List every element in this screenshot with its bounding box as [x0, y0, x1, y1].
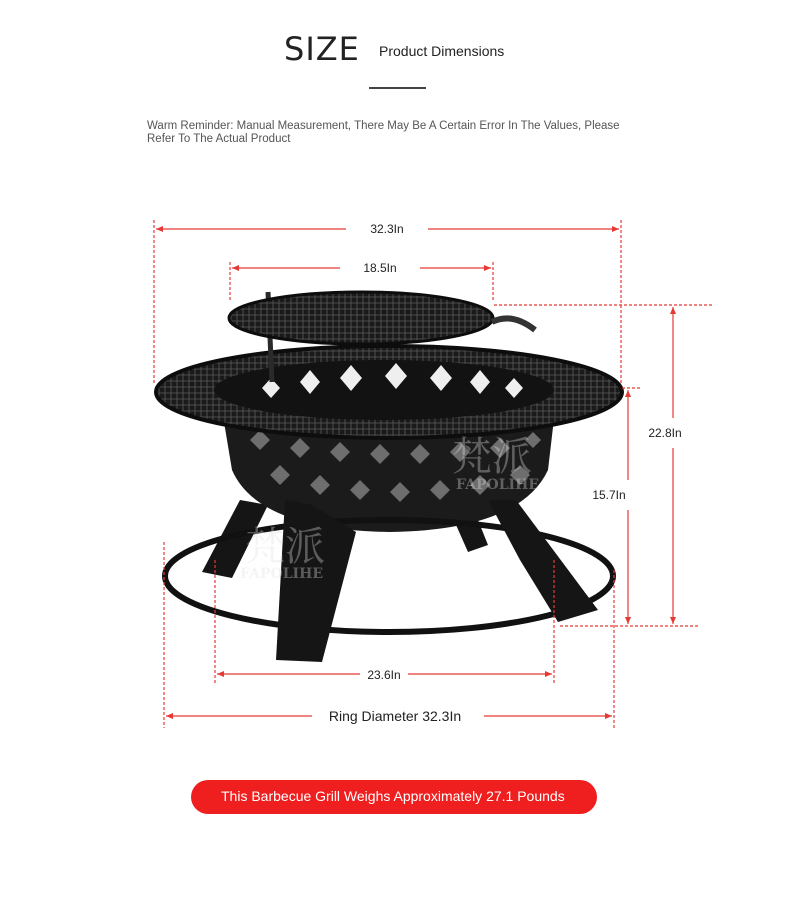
weight-banner	[191, 780, 597, 814]
label-ring-diameter: Ring Diameter 32.3In	[328, 708, 462, 724]
size-subtitle: Product Dimensions	[379, 43, 505, 59]
label-grill-width: 18.5In	[363, 261, 397, 275]
front-leg-right	[488, 500, 598, 622]
watermark-brand-1: FAPOLIHE	[240, 566, 323, 582]
label-total-height: 22.8In	[648, 426, 682, 440]
label-bowl-height: 15.7In	[592, 488, 626, 502]
size-title: SIZE	[284, 30, 360, 68]
label-leg-span: 23.6In	[367, 668, 401, 682]
reminder-line-2: Refer To The Actual Product	[147, 133, 291, 145]
reminder-line-1: Warm Reminder: Manual Measurement, There May Be A Certain Error In The Values, Please	[147, 120, 620, 132]
grill-grate	[229, 292, 493, 344]
watermark-glyphs-2: 梵派	[452, 434, 532, 480]
weight-banner-text: This Barbecue Grill Weighs Approximately 27.1 Pounds	[221, 788, 565, 804]
watermark-brand-2: FAPOLIHE	[456, 477, 539, 493]
fire-pit-illustration	[156, 292, 622, 662]
label-overall-width: 32.3In	[370, 222, 404, 236]
watermark-glyphs-1: 梵派	[245, 524, 325, 570]
grill-handle	[492, 318, 535, 330]
